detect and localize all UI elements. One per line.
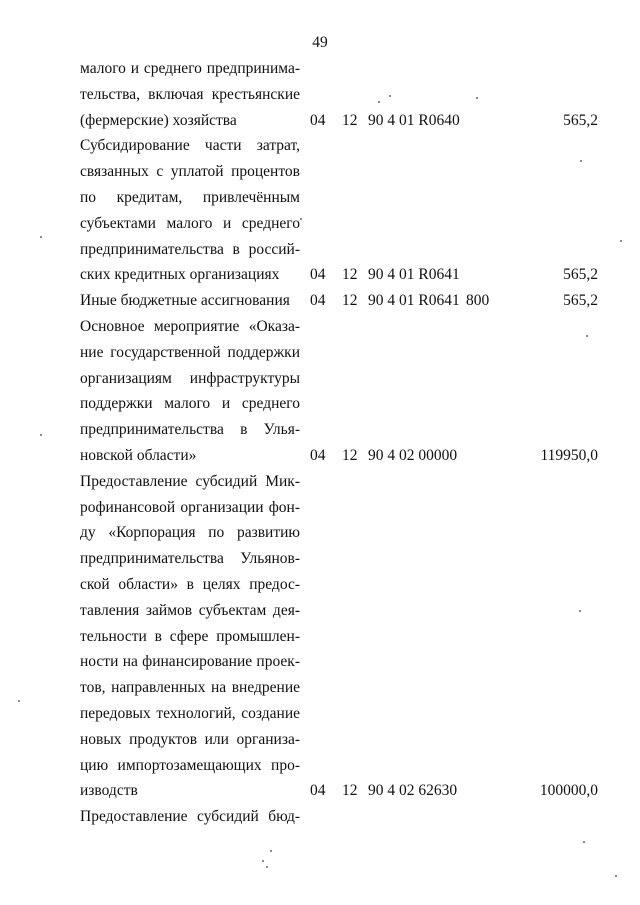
table-row-line	[0, 757, 640, 781]
row-description-line: ду «Корпорация по развитию	[80, 524, 300, 542]
table-row-line	[0, 782, 640, 806]
target-article-code: 90 4 01 R0640	[368, 111, 460, 129]
scan-speck	[262, 860, 264, 862]
podrazdel-code: 12	[342, 266, 358, 284]
scan-speck	[586, 335, 588, 337]
scan-speck	[266, 866, 268, 868]
amount: 119950,0	[540, 447, 598, 464]
amount: 565,2	[563, 266, 598, 284]
podrazdel-code: 12	[342, 782, 358, 800]
row-description-line: тавления займов субъектам дея-	[80, 601, 300, 619]
table-row-line	[0, 395, 640, 419]
row-description-line: ние государственной поддержки	[80, 343, 300, 361]
scan-speck	[476, 97, 478, 99]
row-description-line: связанных с уплатой процентов	[80, 163, 300, 181]
table-row-line	[0, 602, 640, 626]
table-row-line	[0, 292, 640, 316]
scan-speck	[378, 101, 380, 103]
table-row-line	[0, 344, 640, 368]
table-row-line	[0, 473, 640, 497]
podrazdel-code: 12	[342, 111, 358, 129]
row-description-line: изводств	[80, 782, 138, 800]
table-row-line	[0, 163, 640, 187]
row-description-line: тельности в сфере промышлен-	[80, 627, 300, 645]
razdel-code: 04	[310, 266, 326, 284]
row-description-line: новых продуктов или организа-	[80, 730, 300, 748]
row-description-line: Субсидирование части затрат,	[80, 137, 300, 155]
row-description-line: Иные бюджетные ассигнования	[80, 292, 290, 310]
razdel-code: 04	[310, 447, 326, 464]
amount: 565,2	[563, 292, 598, 310]
table-row-line	[0, 524, 640, 548]
row-description-line: по кредитам, привлечённым	[80, 189, 300, 206]
row-description-line: субъектами малого и среднего	[80, 214, 300, 232]
row-description-line: Основное мероприятие «Оказа-	[80, 318, 300, 335]
row-description-line: поддержки малого и среднего	[80, 395, 300, 413]
row-description-line: рофинансовой организации фон-	[80, 498, 300, 516]
table-row-line	[0, 499, 640, 523]
table-row-line	[0, 318, 640, 342]
row-description-line: тов, направленных на внедрение	[80, 679, 300, 697]
table-row-line	[0, 112, 640, 136]
table-row-line	[0, 137, 640, 161]
table-row-line	[0, 241, 640, 265]
row-description-line: (фермерские) хозяйства	[80, 111, 237, 129]
podrazdel-code: 12	[342, 447, 358, 464]
row-description-line: предпринимательства Ульянов-	[80, 550, 300, 568]
scan-speck	[389, 95, 391, 97]
target-article-code: 90 4 02 62630	[368, 782, 458, 800]
row-description-line: тельства, включая крестьянские	[80, 85, 300, 103]
table-row-line	[0, 215, 640, 239]
table-row-line	[0, 370, 640, 394]
amount: 565,2	[563, 111, 598, 129]
scan-speck	[615, 875, 617, 877]
scan-speck	[40, 236, 42, 238]
row-description-line: новской области»	[80, 447, 197, 464]
scan-speck	[300, 218, 302, 220]
table-row-line	[0, 808, 640, 832]
target-article-code: 90 4 01 R0641	[368, 292, 460, 310]
table-row-line	[0, 189, 640, 213]
expense-type-code: 800	[466, 292, 490, 310]
table-row-line	[0, 550, 640, 574]
table-row-line	[0, 86, 640, 110]
scan-speck	[18, 700, 20, 702]
scan-speck	[580, 160, 582, 162]
row-description-line: Предоставление субсидий бюд-	[80, 808, 300, 826]
table-row-line	[0, 447, 640, 471]
table-row-line	[0, 421, 640, 445]
razdel-code: 04	[310, 782, 326, 800]
row-description-line: передовых технологий, создание	[80, 705, 300, 722]
table-row-line	[0, 653, 640, 677]
row-description-line: ских кредитных организациях	[80, 266, 280, 284]
podrazdel-code: 12	[342, 292, 358, 310]
table-row-line	[0, 705, 640, 729]
row-description-line: малого и среднего предпринима-	[80, 60, 300, 77]
scan-speck	[583, 841, 585, 843]
target-article-code: 90 4 01 R0641	[368, 266, 460, 284]
amount: 100000,0	[539, 782, 598, 800]
row-description-line: ности на финансирование проек-	[80, 653, 300, 671]
scan-speck	[270, 850, 272, 852]
row-description-line: предпринимательства в Улья-	[80, 421, 300, 439]
row-description-line: организациям инфраструктуры	[80, 369, 300, 387]
scan-speck	[40, 434, 42, 436]
page-number: 49	[312, 34, 328, 51]
row-description-line: Предоставление субсидий Мик-	[80, 472, 300, 490]
table-row-line	[0, 266, 640, 290]
table-row-line	[0, 60, 640, 84]
razdel-code: 04	[310, 111, 326, 129]
target-article-code: 90 4 02 00000	[368, 447, 458, 464]
row-description-line: ской области» в целях предос-	[80, 576, 300, 593]
row-description-line: цию импортозамещающих про-	[80, 756, 300, 774]
table-row-line	[0, 628, 640, 652]
scan-speck	[620, 240, 622, 242]
razdel-code: 04	[310, 292, 326, 310]
row-description-line: предпринимательства в россий-	[80, 240, 300, 258]
table-row-line	[0, 576, 640, 600]
scan-speck	[579, 610, 581, 612]
table-row-line	[0, 731, 640, 755]
table-row-line	[0, 679, 640, 703]
